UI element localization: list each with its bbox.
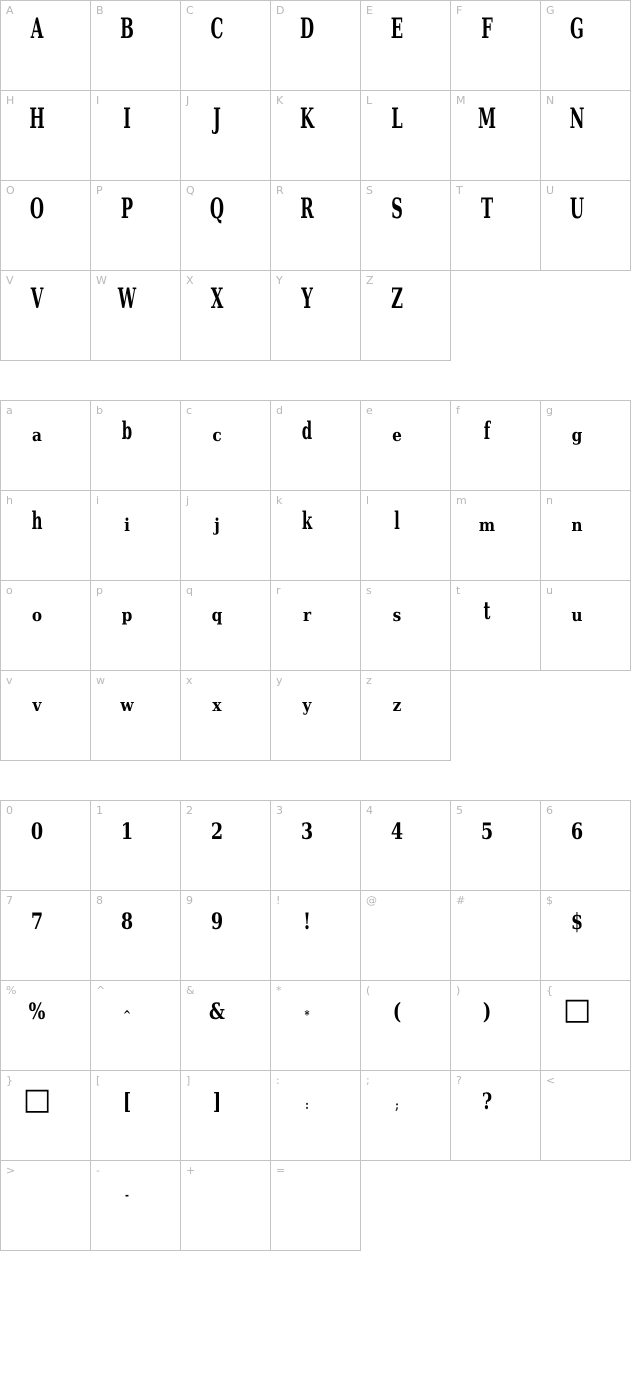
glyph-cell-label: H: [6, 94, 15, 107]
glyph-cell: [90, 800, 181, 891]
glyph-cell: [450, 980, 541, 1071]
glyph-cell-label: r: [276, 584, 281, 597]
glyph-sample: h: [31, 506, 43, 535]
glyph-cell: [180, 270, 271, 361]
glyph-sample: V: [30, 282, 44, 315]
glyph-cell: [540, 1070, 631, 1161]
glyph-cell: [360, 400, 451, 491]
glyph-cell-label: &: [186, 984, 195, 997]
glyph-sample: c: [212, 425, 222, 446]
glyph-sample: Y: [301, 282, 313, 315]
glyph-cell: [270, 400, 361, 491]
glyph-cell: [0, 800, 91, 891]
glyph-sample: I: [123, 102, 131, 135]
glyph-cell: [90, 490, 181, 581]
glyph-sample: w: [120, 695, 134, 716]
glyph-cell-label: Y: [276, 274, 283, 287]
glyph-cell-label: O: [6, 184, 15, 197]
glyph-sample: ]: [212, 1089, 222, 1115]
glyph-cell-label: E: [366, 4, 373, 17]
glyph-cell: [90, 1160, 181, 1251]
glyph-cell-label: ?: [456, 1074, 462, 1087]
glyph-cell-label: ^: [96, 984, 106, 997]
glyph-cell-label: V: [6, 274, 14, 287]
glyph-cell: [450, 90, 541, 181]
glyph-cell: [180, 400, 271, 491]
glyph-cell: [90, 890, 181, 981]
glyph-cell: [90, 580, 181, 671]
glyph-cell: [450, 490, 541, 581]
glyph-cell: [180, 890, 271, 981]
glyph-cell: [450, 800, 541, 891]
glyph-cell-label: p: [96, 584, 103, 597]
glyph-sample: !: [303, 909, 311, 935]
glyph-cell: [180, 90, 271, 181]
glyph-cell-label: 0: [6, 804, 13, 817]
glyph-cell: [0, 90, 91, 181]
glyph-cell-label: g: [546, 404, 553, 417]
glyph-cell: [180, 980, 271, 1071]
glyph-cell: [270, 180, 361, 271]
glyph-sample: B: [120, 12, 134, 45]
glyph-cell: [540, 800, 631, 891]
glyph-cell-label: c: [186, 404, 193, 417]
glyph-cell: [270, 580, 361, 671]
glyph-sample: ;: [395, 1098, 399, 1112]
glyph-cell-label: D: [276, 4, 285, 17]
glyph-cell-label: 6: [546, 804, 553, 817]
glyph-sample: 1: [120, 819, 134, 845]
glyph-cell-label: ]: [186, 1074, 191, 1087]
glyph-sample: N: [569, 102, 585, 135]
glyph-cell-label: [: [96, 1074, 101, 1087]
glyph-cell-label: b: [96, 404, 103, 417]
glyph-sample: &: [209, 999, 225, 1025]
glyph-cell-label: }: [6, 1074, 13, 1087]
glyph-cell-label: d: [276, 404, 283, 417]
lowercase-glyph-grid: [0, 400, 631, 760]
glyph-cell-label: z: [366, 674, 372, 687]
glyph-cell: [270, 800, 361, 891]
glyph-cell: [540, 490, 631, 581]
glyph-sample: o: [31, 605, 43, 626]
glyph-cell: [180, 670, 271, 761]
glyph-sample: F: [481, 12, 493, 45]
glyph-sample: :: [305, 1098, 309, 1112]
glyph-cell: [360, 800, 451, 891]
glyph-cell: [180, 0, 271, 91]
glyph-cell-label: G: [546, 4, 555, 17]
glyph-cell-label: +: [186, 1164, 196, 1177]
glyph-cell: [90, 90, 181, 181]
glyph-sample: b: [121, 416, 133, 445]
glyph-sample: 6: [570, 819, 584, 845]
glyph-cell-label: M: [456, 94, 466, 107]
glyph-sample: X: [210, 282, 224, 315]
glyph-cell: [270, 980, 361, 1071]
glyph-cell-label: 1: [96, 804, 103, 817]
glyph-cell-label: w: [96, 674, 105, 687]
glyph-cell: [360, 670, 451, 761]
glyph-cell-label: L: [366, 94, 373, 107]
glyph-cell-label: Q: [186, 184, 195, 197]
glyph-sample: 4: [390, 819, 404, 845]
glyph-cell: [270, 490, 361, 581]
glyph-cell-label: ): [456, 984, 461, 997]
glyph-sample: (: [392, 999, 402, 1025]
glyph-cell-label: e: [366, 404, 373, 417]
glyph-sample: T: [480, 192, 494, 225]
glyph-sample: P: [120, 192, 134, 225]
glyph-sample: E: [390, 12, 404, 45]
glyph-sample: s: [392, 605, 402, 626]
glyph-cell: [450, 180, 541, 271]
glyph-sample: M: [478, 102, 496, 135]
glyph-sample: d: [301, 416, 313, 445]
glyph-cell-label: X: [186, 274, 194, 287]
glyph-cell: [270, 890, 361, 981]
glyph-cell-label: j: [186, 494, 190, 507]
glyph-sample: e: [392, 425, 402, 446]
glyph-cell: [270, 270, 361, 361]
glyph-cell-label: l: [366, 494, 370, 507]
glyph-cell: [180, 800, 271, 891]
glyph-sample: p: [121, 605, 133, 626]
glyph-cell: [360, 90, 451, 181]
glyph-sample: $: [570, 909, 584, 935]
glyph-cell-label: t: [456, 584, 461, 597]
glyph-sample: a: [32, 425, 42, 446]
glyph-cell-label: R: [276, 184, 284, 197]
glyph-cell-label: h: [6, 494, 13, 507]
glyph-cell: [450, 890, 541, 981]
glyph-sample: J: [213, 102, 221, 135]
glyph-cell-label: u: [546, 584, 553, 597]
glyph-cell-label: x: [186, 674, 193, 687]
glyph-cell-label: q: [186, 584, 193, 597]
glyph-cell: [0, 980, 91, 1071]
glyph-cell-label: >: [6, 1164, 16, 1177]
glyph-cell-label: =: [276, 1164, 286, 1177]
glyph-cell: [0, 490, 91, 581]
glyph-cell-label: a: [6, 404, 13, 417]
glyph-sample: *: [304, 1008, 310, 1022]
glyph-cell: [0, 1070, 91, 1161]
glyph-sample: t: [483, 596, 491, 625]
glyph-cell: [90, 270, 181, 361]
glyph-cell: [180, 1160, 271, 1251]
glyph-sample: R: [300, 192, 314, 225]
glyph-cell: [270, 670, 361, 761]
glyph-sample: -: [125, 1188, 129, 1202]
glyph-sample: l: [394, 506, 400, 535]
glyph-sample: ?: [481, 1089, 493, 1115]
glyph-cell: [450, 1070, 541, 1161]
glyph-cell-label: {: [546, 984, 553, 997]
glyph-cell: [360, 890, 451, 981]
glyph-cell-label: ;: [366, 1074, 370, 1087]
glyph-sample: g: [571, 425, 583, 446]
glyph-sample: z: [392, 695, 402, 716]
glyph-cell: [450, 0, 541, 91]
glyph-cell-label: C: [186, 4, 194, 17]
glyph-sample: %: [28, 999, 46, 1025]
glyph-cell: [90, 980, 181, 1071]
glyph-cell: [90, 1070, 181, 1161]
glyph-cell-label: F: [456, 4, 463, 17]
glyph-cell: [180, 180, 271, 271]
glyph-cell-label: !: [276, 894, 281, 907]
glyph-cell-label: :: [276, 1074, 280, 1087]
glyph-cell-label: i: [96, 494, 100, 507]
glyph-cell: [270, 90, 361, 181]
glyph-cell-label: @: [366, 894, 377, 907]
glyph-cell-label: f: [456, 404, 460, 417]
glyph-sample: D: [299, 12, 315, 45]
glyph-cell-label: 3: [276, 804, 283, 817]
glyph-sample: Z: [391, 282, 403, 315]
glyph-cell-label: o: [6, 584, 13, 597]
glyph-sample: U: [569, 192, 585, 225]
glyph-cell: [0, 1160, 91, 1251]
glyph-cell-label: 4: [366, 804, 373, 817]
glyph-cell-label: y: [276, 674, 283, 687]
glyph-cell-label: I: [96, 94, 100, 107]
glyph-cell: [180, 1070, 271, 1161]
glyph-sample: □: [562, 992, 592, 1027]
glyph-cell-label: 8: [96, 894, 103, 907]
glyph-sample: C: [210, 12, 224, 45]
glyph-cell: [360, 980, 451, 1071]
glyph-sample: k: [301, 506, 313, 535]
glyph-cell-label: S: [366, 184, 373, 197]
glyph-sample: ^: [122, 1008, 132, 1022]
glyph-cell-label: W: [96, 274, 107, 287]
glyph-cell: [270, 1160, 361, 1251]
glyph-cell: [360, 580, 451, 671]
glyph-cell-label: P: [96, 184, 103, 197]
glyph-cell-label: (: [366, 984, 371, 997]
glyph-sample: u: [571, 605, 583, 626]
glyph-cell-label: *: [276, 984, 282, 997]
glyph-cell: [90, 400, 181, 491]
glyph-sample: [: [122, 1089, 132, 1115]
glyph-cell: [0, 890, 91, 981]
glyph-cell-label: U: [546, 184, 555, 197]
glyph-sample: q: [211, 605, 223, 626]
glyph-sample: K: [299, 102, 315, 135]
glyph-cell: [180, 580, 271, 671]
glyph-cell: [0, 270, 91, 361]
glyph-cell-label: K: [276, 94, 284, 107]
glyph-cell: [0, 180, 91, 271]
glyph-cell-label: #: [456, 894, 466, 907]
glyph-cell-label: v: [6, 674, 13, 687]
glyph-cell: [360, 490, 451, 581]
glyph-cell-label: %: [6, 984, 17, 997]
glyph-cell: [540, 90, 631, 181]
glyph-cell-label: A: [6, 4, 14, 17]
glyph-sample: j: [214, 515, 220, 536]
glyph-sample: x: [212, 695, 222, 716]
glyph-sample: A: [30, 12, 44, 45]
glyph-cell: [540, 0, 631, 91]
glyph-cell: [180, 490, 271, 581]
glyph-cell-label: n: [546, 494, 553, 507]
glyph-cell-label: m: [456, 494, 467, 507]
glyph-cell: [90, 180, 181, 271]
glyph-sample: 0: [30, 819, 44, 845]
glyph-sample: Q: [209, 192, 225, 225]
glyph-cell-label: -: [96, 1164, 100, 1177]
glyph-cell: [360, 270, 451, 361]
glyph-cell-label: 5: [456, 804, 463, 817]
glyph-sample: O: [29, 192, 45, 225]
glyph-sample: L: [391, 102, 403, 135]
glyph-cell-label: T: [456, 184, 463, 197]
glyph-cell: [0, 0, 91, 91]
glyph-cell: [450, 580, 541, 671]
glyph-cell: [90, 0, 181, 91]
glyph-cell-label: 2: [186, 804, 193, 817]
glyph-sample: 3: [300, 819, 314, 845]
glyph-cell: [0, 580, 91, 671]
glyph-cell: [360, 1070, 451, 1161]
glyph-cell: [540, 400, 631, 491]
glyph-cell-label: k: [276, 494, 283, 507]
glyph-cell-label: 9: [186, 894, 193, 907]
glyph-cell: [360, 0, 451, 91]
glyph-sample: ): [482, 999, 492, 1025]
glyph-sample: v: [32, 695, 42, 716]
glyph-cell-label: N: [546, 94, 555, 107]
glyph-cell: [0, 400, 91, 491]
glyph-cell: [450, 400, 541, 491]
glyph-cell: [540, 890, 631, 981]
glyph-cell: [90, 670, 181, 761]
glyph-sample: 7: [30, 909, 44, 935]
glyph-sample: H: [29, 102, 45, 135]
glyph-cell: [540, 180, 631, 271]
glyph-sample: 9: [210, 909, 224, 935]
glyph-cell-label: s: [366, 584, 372, 597]
glyph-sample: W: [117, 282, 137, 315]
glyph-cell: [540, 980, 631, 1071]
glyph-sample: 2: [210, 819, 224, 845]
glyph-sample: 5: [480, 819, 494, 845]
glyph-cell-label: Z: [366, 274, 374, 287]
glyph-cell: [360, 180, 451, 271]
glyph-sample: S: [391, 192, 403, 225]
glyph-sample: G: [570, 12, 584, 45]
glyph-cell: [540, 580, 631, 671]
glyph-cell: [270, 1070, 361, 1161]
glyph-sample: m: [478, 515, 496, 536]
glyph-cell: [270, 0, 361, 91]
glyph-cell-label: J: [186, 94, 190, 107]
glyph-sample: i: [124, 515, 130, 536]
numbers-symbols-glyph-grid: [0, 800, 631, 1250]
glyph-cell: [0, 670, 91, 761]
glyph-sample: n: [571, 515, 583, 536]
glyph-cell-label: B: [96, 4, 104, 17]
glyph-cell-label: $: [546, 894, 553, 907]
glyph-sample: y: [302, 695, 312, 716]
glyph-sample: r: [302, 605, 312, 626]
glyph-sample: □: [22, 1082, 52, 1117]
uppercase-glyph-grid: [0, 0, 631, 360]
glyph-sample: f: [483, 416, 491, 445]
glyph-cell-label: <: [546, 1074, 556, 1087]
glyph-sample: 8: [120, 909, 134, 935]
glyph-cell-label: 7: [6, 894, 13, 907]
